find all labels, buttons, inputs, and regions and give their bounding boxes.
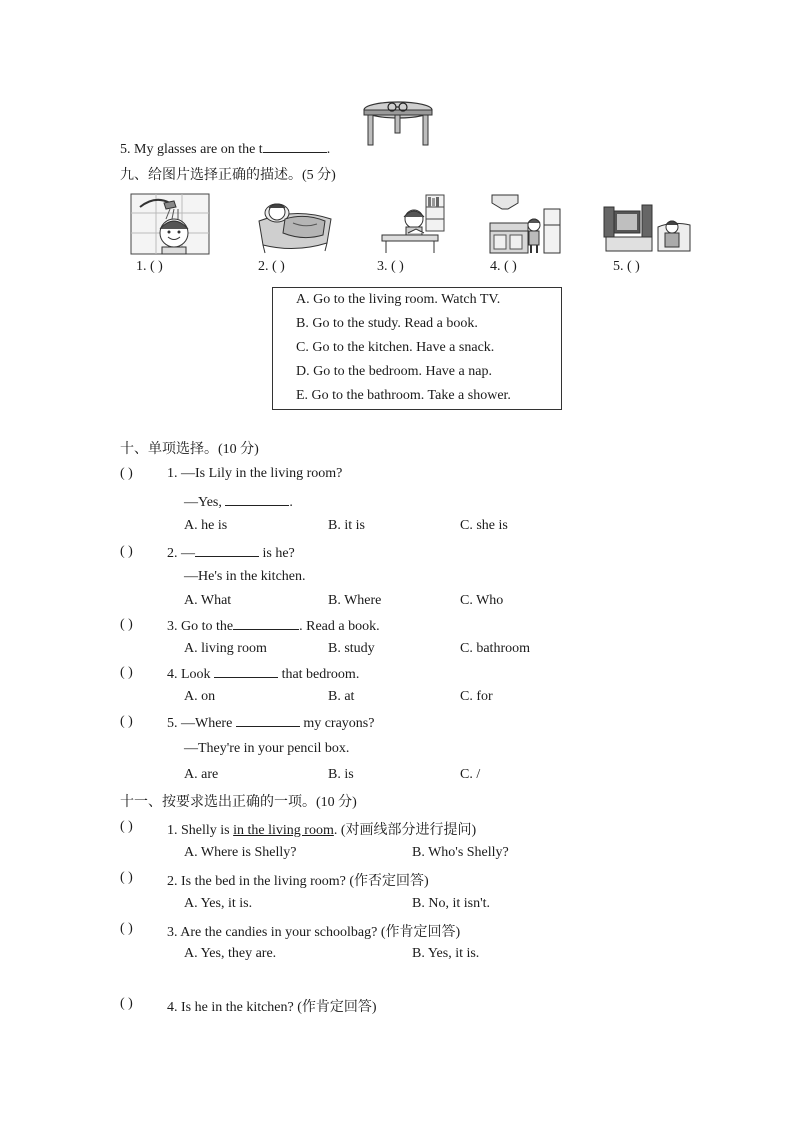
answer-paren[interactable]: ( ) xyxy=(120,870,133,885)
answer-paren[interactable]: ( ) xyxy=(120,819,133,834)
choice-b: B. Yes, it is. xyxy=(412,946,480,961)
option-e: E. Go to the bathroom. Take a shower. xyxy=(296,388,511,403)
question-5-line2: —They're in your pencil box. xyxy=(184,741,350,756)
answer-paren[interactable]: ( ) xyxy=(120,544,133,559)
choice-c: C. bathroom xyxy=(460,641,530,656)
question-1-line2: —Yes, . xyxy=(184,495,293,510)
picture-label-1[interactable]: 1. ( ) xyxy=(136,259,163,274)
question-2-line2: —He's in the kitchen. xyxy=(184,569,306,584)
question-1-text: 1. —Is Lily in the living room? xyxy=(167,466,343,481)
answer-paren[interactable]: ( ) xyxy=(120,466,133,481)
question-2-text: 2. — is he? xyxy=(167,546,295,561)
picture-label-5[interactable]: 5. ( ) xyxy=(613,259,640,274)
choice-b: B. it is xyxy=(328,518,365,533)
answer-blank[interactable] xyxy=(195,544,259,557)
underlined-phrase: in the living room xyxy=(233,823,334,838)
answer-paren[interactable]: ( ) xyxy=(120,714,133,729)
picture-label-3[interactable]: 3. ( ) xyxy=(377,259,404,274)
choice-a: A. on xyxy=(184,689,216,704)
choice-c: C. / xyxy=(460,767,481,782)
option-a: A. Go to the living room. Watch TV. xyxy=(296,292,501,307)
choice-b: B. No, it isn't. xyxy=(412,896,490,911)
answer-paren[interactable]: ( ) xyxy=(120,996,133,1011)
choice-a: A. What xyxy=(184,593,232,608)
choice-b: B. study xyxy=(328,641,375,656)
choice-b: B. is xyxy=(328,767,354,782)
question-4-text: 4. Look that bedroom. xyxy=(167,667,360,682)
kitchen-picture xyxy=(488,193,562,255)
q11-4-text: 4. Is he in the kitchen? (作肯定回答) xyxy=(167,1000,377,1015)
option-d: D. Go to the bedroom. Have a nap. xyxy=(296,364,492,379)
answer-blank[interactable] xyxy=(236,714,300,727)
section-10-heading: 十、单项选择。(10 分) xyxy=(120,442,259,457)
picture-label-2[interactable]: 2. ( ) xyxy=(258,259,285,274)
choice-c: C. she is xyxy=(460,518,508,533)
answer-blank[interactable] xyxy=(263,140,327,153)
option-b: B. Go to the study. Read a book. xyxy=(296,316,478,331)
answer-paren[interactable]: ( ) xyxy=(120,617,133,632)
tv-picture xyxy=(602,193,692,255)
q11-2-text: 2. Is the bed in the living room? (作否定回答) xyxy=(167,874,429,889)
question-3-text: 3. Go to the . Read a book. xyxy=(167,619,380,634)
choice-b: B. Where xyxy=(328,593,382,608)
study-picture xyxy=(380,193,446,255)
answer-blank[interactable] xyxy=(214,665,278,678)
choice-c: C. Who xyxy=(460,593,504,608)
choice-a: A. he is xyxy=(184,518,228,533)
q11-3-text: 3. Are the candies in your schoolbag? (作肯定回答) xyxy=(167,925,461,940)
choice-a: A. are xyxy=(184,767,219,782)
choice-a: A. Yes, they are. xyxy=(184,946,277,961)
choice-a: A. living room xyxy=(184,641,267,656)
option-c: C. Go to the kitchen. Have a snack. xyxy=(296,340,495,355)
sleeping-picture xyxy=(255,193,335,255)
choice-a: A. Where is Shelly? xyxy=(184,845,297,860)
choice-b: B. at xyxy=(328,689,355,704)
choice-c: C. for xyxy=(460,689,493,704)
answer-blank[interactable] xyxy=(225,493,289,506)
question-text: 5. My glasses are on the t xyxy=(120,142,263,157)
answer-paren[interactable]: ( ) xyxy=(120,665,133,680)
choice-b: B. Who's Shelly? xyxy=(412,845,509,860)
section-9-heading: 九、给图片选择正确的描述。(5 分) xyxy=(120,168,336,183)
question-5-text: 5. —Where my crayons? xyxy=(167,716,375,731)
question-5-table: 5. My glasses are on the t . xyxy=(120,142,331,157)
q11-1-text: 1. Shelly is in the living room. (对画线部分进行提问) xyxy=(167,823,477,838)
section-11-heading: 十一、按要求选出正确的一项。(10 分) xyxy=(120,795,357,810)
choice-a: A. Yes, it is. xyxy=(184,896,253,911)
answer-paren[interactable]: ( ) xyxy=(120,921,133,936)
table-glasses-picture xyxy=(360,98,436,150)
shower-picture xyxy=(130,193,210,255)
picture-label-4[interactable]: 4. ( ) xyxy=(490,259,517,274)
answer-blank[interactable] xyxy=(233,617,299,630)
options-box xyxy=(272,287,562,410)
